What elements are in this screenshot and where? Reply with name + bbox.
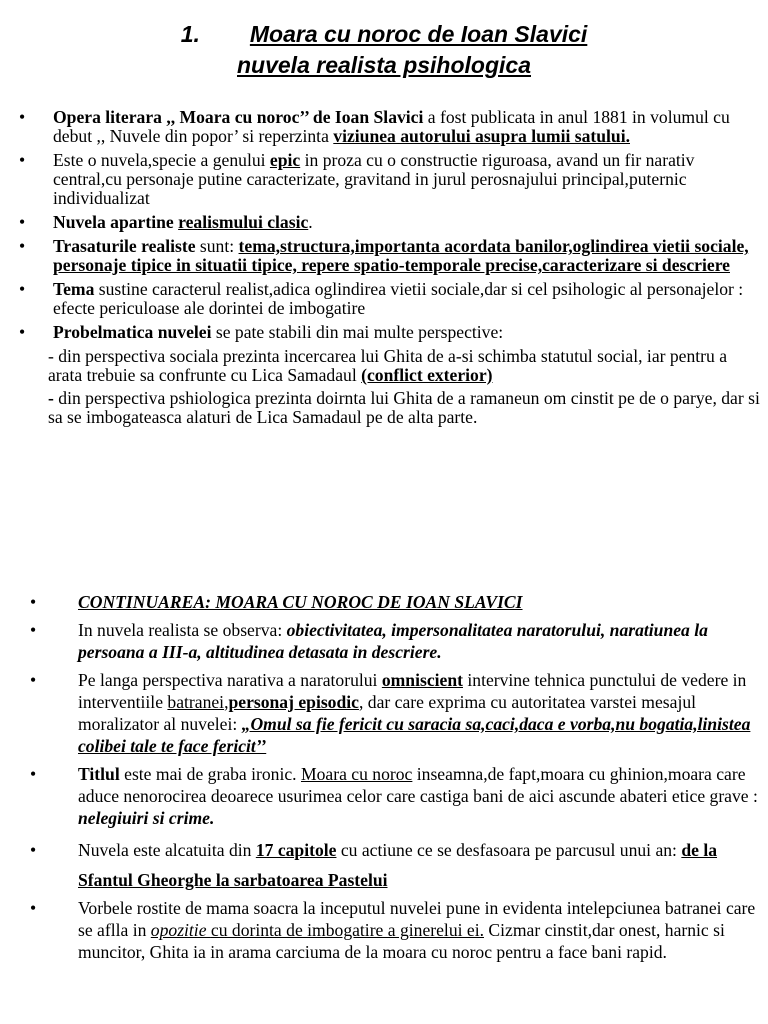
plain-text: din perspectiva pshiologica prezinta doirnta lui Ghita de a ramaneun om cinstit pe de o parye, dar si sa se imbogateasca alaturi de Lica Samadaul pe de alta parte. [48, 388, 760, 427]
underlined-text: Moara cu noroc [300, 764, 413, 784]
underlined-text: realismului clasic [178, 212, 309, 232]
list-subitem-social [18, 347, 763, 385]
section-heading: CONTINUAREA: MOARA CU NOROC DE IOAN SLAVICI [78, 592, 523, 612]
underlined-text: omniscient [381, 670, 463, 690]
plain-text: Nuvela este alcatuita din [78, 840, 256, 860]
plain-text: . [308, 212, 313, 232]
underlined-text: batranei [167, 692, 225, 712]
bold-italic-text: nelegiuiri si crime. [78, 808, 215, 828]
list-item-title [30, 763, 760, 829]
underlined-text: cu dorinta de imbogatire a ginerelui ei. [210, 920, 484, 940]
list-item-heading [30, 591, 760, 613]
bold-text: Opera literara ,, Moara cu noroc’’ de Ioan Slavici [53, 107, 424, 127]
underlined-text: de la Sfantul Gheorghe la sarbatoarea Pastelui [78, 840, 718, 890]
quote-text: „Omul sa fie fericit cu saracia sa,caci,daca e vorba,nu bogatia,linistea colibei tale te face fericit’’ [78, 714, 751, 756]
plain-text: inseamna,de fapt,moara cu ghinion,moara care aduce nenorocirea deoarece usurimea celor care castiga bani de aici ascunde abateri etice grave : [78, 764, 758, 806]
title-number: 1. [180, 21, 200, 47]
plain-text: este mai de graba ironic. [119, 764, 301, 784]
italic-underlined-text: opozitie [150, 920, 211, 940]
plain-text: Pe langa perspectiva narativa a naratorului [78, 670, 382, 690]
underlined-text: epic [269, 150, 301, 170]
list-item-publication [18, 108, 763, 146]
list-item-mother-in-law [30, 897, 760, 963]
bold-italic-text: obiectivitatea, impersonalitatea naratorului, naratiunea la persoana a III-a, altitudinea detasata in descriere. [78, 620, 708, 662]
plain-text: , dar care exprima cu autoritatea varstei mesajul moralizator al nuvelei: [78, 692, 697, 734]
plain-text: intervine tehnica punctului de vedere in interventiile [78, 670, 747, 712]
list-item-theme [18, 280, 763, 318]
plain-text: in proza cu o constructie riguroasa, avand un fir narativ central,cu personaje putine caracterizate, gravitand in jurul perosnajului principal,puternic individualizat [53, 150, 695, 208]
underlined-text: personaj episodic [228, 692, 359, 712]
plain-text: se pate stabili din mai multe perspective: [211, 322, 504, 342]
list-item-observations [30, 619, 760, 663]
bold-text: Titlul [78, 764, 120, 784]
section-2-list [30, 591, 760, 969]
underlined-text: (conflict exterior) [361, 365, 493, 385]
list-item-realism [18, 213, 763, 232]
bold-text: - [48, 388, 59, 408]
subtitle-text: nuvela realista psihologica [237, 52, 531, 78]
plain-text: Este o nuvela,specie a genului [53, 150, 270, 170]
underlined-text: 17 capitole [255, 840, 337, 860]
title-text: Moara cu noroc de Ioan Slavici [249, 21, 588, 47]
section-1-list [18, 108, 763, 431]
list-subitem-psychological [18, 389, 763, 427]
plain-text: sustine caracterul realist,adica oglindirea vietii sociale,dar si cel psihologic al personajelor : efecte periculoase ale dorintei de imbogatire [53, 279, 744, 318]
list-item-features [18, 237, 763, 275]
plain-text: Vorbele rostite de mama soacra la inceputul nuvelei pune in evidenta intelepciunea batranei care se aflla in [78, 898, 756, 940]
plain-text: Cizmar cinstit,dar onest, harnic si muncitor, Ghita ia in arama carciuma de la moara cu noroc pentru a face bani rapid. [78, 920, 725, 962]
bold-text: Probelmatica nuvelei [53, 322, 212, 342]
document-title-line-2 [0, 51, 768, 79]
plain-text: In nuvela realista se observa: [78, 620, 287, 640]
list-item-problematics [18, 323, 763, 342]
bold-text: Trasaturile realiste [53, 236, 196, 256]
bold-text: Nuvela apartine [53, 212, 179, 232]
document-title-line-1 [0, 20, 768, 48]
list-item-narrative [30, 669, 760, 757]
plain-text: - din perspectiva sociala prezinta incercarea lui Ghita de a-si schimba statutul social, iar pentru a arata trebuie sa confrunte cu Lica Samadaul [48, 346, 728, 385]
list-item-species [18, 151, 763, 208]
plain-text: a fost publicata in anul 1881 in volumul cu debut ,, Nuvele din popor’ si reperzinta [53, 107, 730, 146]
plain-text: sunt: [195, 236, 239, 256]
underlined-text: tema,structura,importanta acordata banilor,oglindirea vietii sociale, personaje tipice in situatii tipice, repere spatio-temporale precise,caracterizare si descriere [53, 236, 749, 275]
plain-text: cu actiune ce se desfasoara pe parcusul unui an: [336, 840, 682, 860]
underlined-text: viziunea autorului asupra lumii satului. [333, 126, 630, 146]
plain-text: , [224, 692, 229, 712]
list-item-structure [30, 835, 760, 895]
bold-text: Tema [53, 279, 95, 299]
